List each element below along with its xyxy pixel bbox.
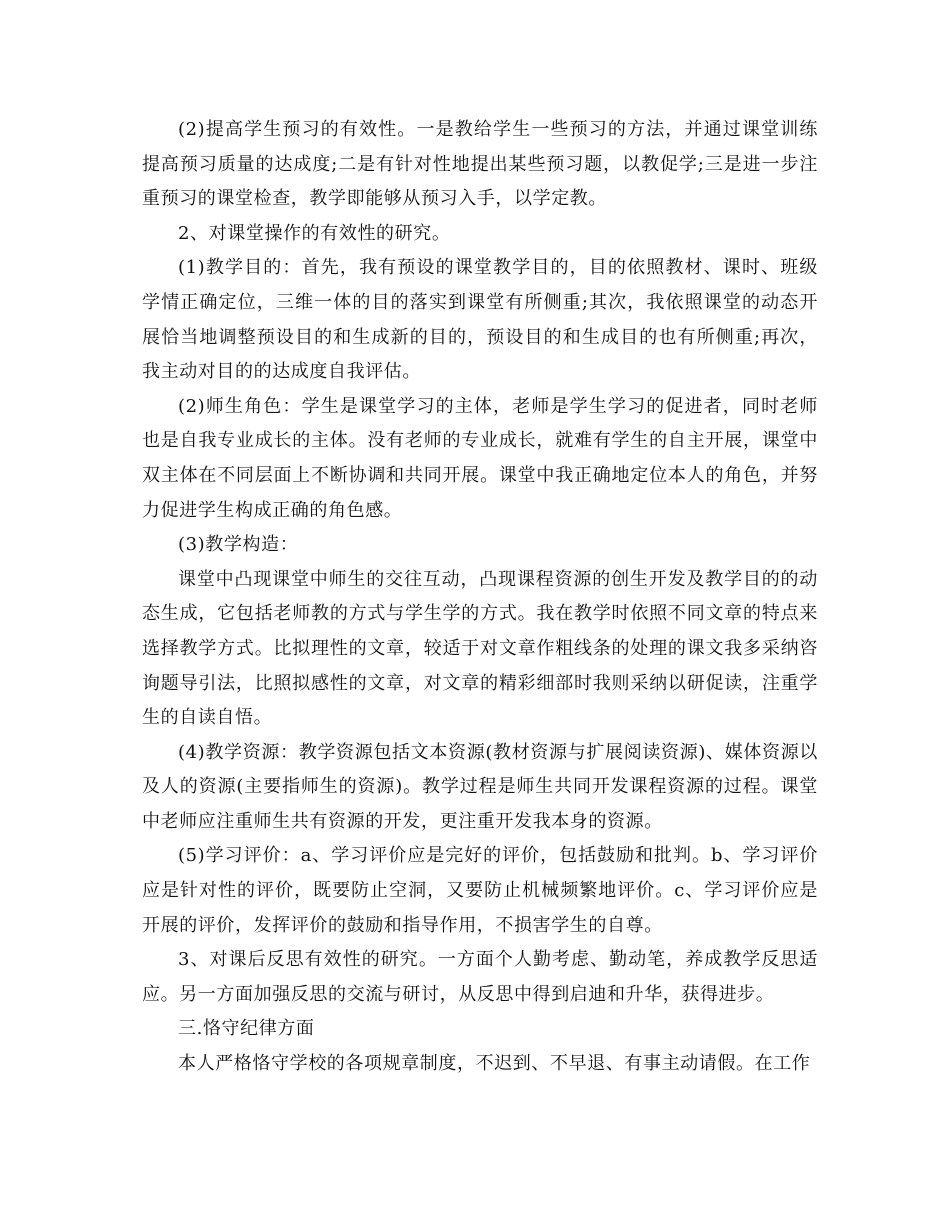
paragraph-learning-evaluation: (5)学习评价：a、学习评价应是完好的评价，包括鼓励和批判。b、学习评价应是针对性的评价，既要防止空洞，又要防止机械频繁地评价。c、学习评价应是开展的评价，发挥评价的鼓励和指导作用，不损害学生的自尊。 xyxy=(142,845,818,936)
paragraph-teacher-student-roles: (2)师生角色：学生是课堂学习的主体，老师是学生学习的促进者，同时老师也是自我专业成长的主体。没有老师的专业成长，就难有学生的自主开展，课堂中双主体在不同层面上不断协调和共同开展。课堂中我正确地定位本人的角色，并努力促进学生构成正确的角色感。 xyxy=(142,395,818,521)
paragraph-post-class-reflection: 3、对课后反思有效性的研究。一方面个人勤考虑、勤动笔，养成教学反思适应。另一方面加强反思的交流与研讨，从反思中得到启迪和升华，获得进步。 xyxy=(142,949,818,1005)
paragraph-discipline: 本人严格恪守学校的各项规章制度，不迟到、不早退、有事主动请假。在工作 xyxy=(178,1053,811,1075)
heading-teaching-structure: (3)教学构造： xyxy=(178,534,299,556)
paragraph-teaching-structure: 课堂中凸现课堂中师生的交往互动，凸现课程资源的创生开发及教学目的的动态生成，它包括老师教的方式与学生学的方式。我在教学时依照不同文章的特点来选择教学方式。比拟理性的文章，较适于对文章作粗线条的处理的课文我多采纳咨询题导引法，比照拟感性的文章，对文章的精彩细部时我则采纳以研促读，注重学生的自读自悟。 xyxy=(142,568,818,729)
paragraph-preview-effectiveness: (2)提高学生预习的有效性。一是教给学生一些预习的方法，并通过课堂训练提高预习质量的达成度;二是有针对性地提出某些预习题，以教促学;三是进一步注重预习的课堂检查，教学即能够从预习入手，以学定教。 xyxy=(142,119,818,210)
heading-classroom-operation: 2、对课堂操作的有效性的研究。 xyxy=(178,222,451,244)
paragraph-teaching-resources: (4)教学资源：教学资源包括文本资源(教材资源与扩展阅读资源)、媒体资源以及人的资源(主要指师生的资源)。教学过程是师生共同开发课程资源的过程。课堂中老师应注重师生共有资源的开发，更注重开发我本身的资源。 xyxy=(142,741,818,832)
paragraph-teaching-goals: (1)教学目的：首先，我有预设的课堂教学目的，目的依照教材、课时、班级学情正确定位，三维一体的目的落实到课堂有所侧重;其次，我依照课堂的动态开展恰当地调整预设目的和生成新的目的，预设目的和生成目的也有所侧重;再次，我主动对目的的达成度自我评估。 xyxy=(142,257,818,383)
heading-discipline: 三.恪守纪律方面 xyxy=(178,1018,315,1040)
